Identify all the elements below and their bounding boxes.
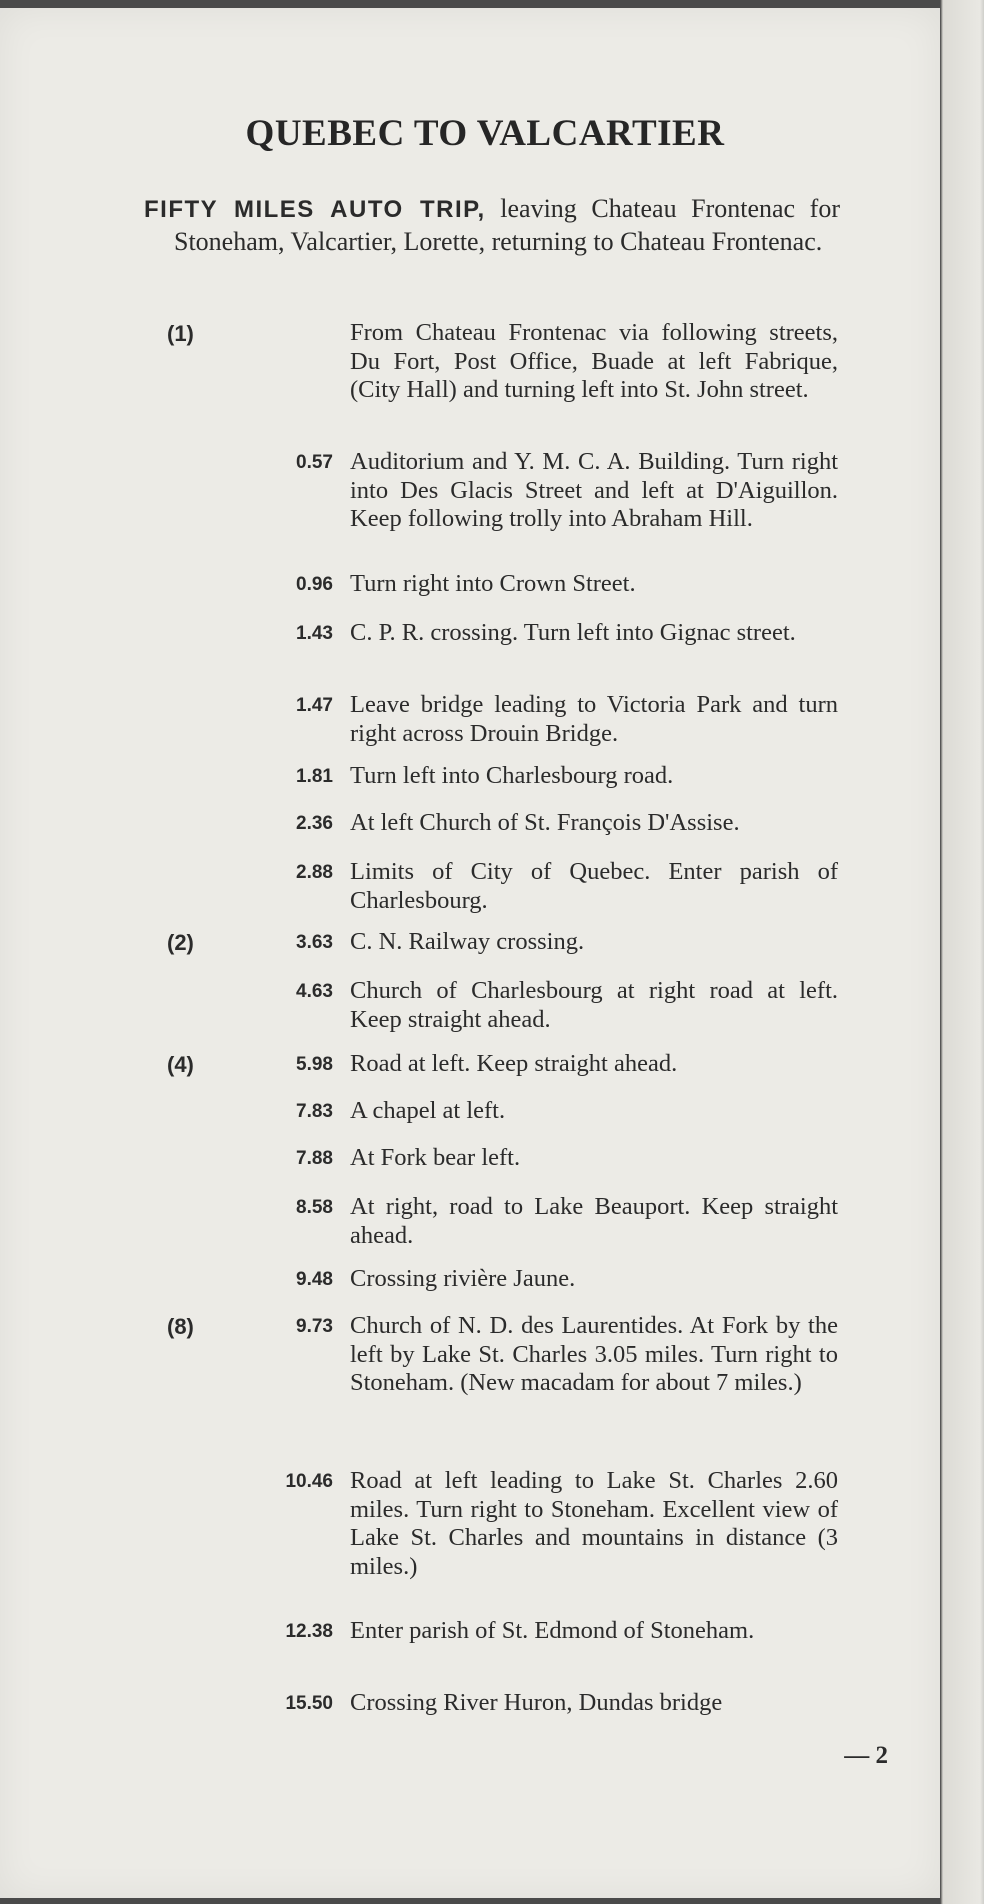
route-description: A chapel at left. xyxy=(350,1097,506,1124)
map-marker: (8) xyxy=(167,1314,194,1339)
route-description: Church of Charlesbourg at right road at left. Keep straight ahead. xyxy=(350,977,838,1033)
mileage: 3.63 xyxy=(296,932,333,953)
route-description: Crossing River Huron, Dundas bridge xyxy=(350,1689,723,1716)
intro-paragraph xyxy=(144,193,840,258)
page-number: — 2 xyxy=(844,1742,888,1769)
map-marker: (1) xyxy=(167,321,194,346)
page-edge xyxy=(940,0,984,1904)
route-description: From Chateau Frontenac via following streets, Du Fort, Post Office, Buade at left Fabrique, (City Hall) and turning left into St. John street. xyxy=(350,319,838,403)
mileage: 7.88 xyxy=(296,1148,333,1169)
route-description: Leave bridge leading to Victoria Park and turn right across Drouin Bridge. xyxy=(350,691,838,747)
route-description: Limits of City of Quebec. Enter parish of Charlesbourg. xyxy=(350,858,838,914)
mileage: 2.88 xyxy=(296,862,333,883)
route-description: Road at left leading to Lake St. Charles 2.60 miles. Turn right to Stoneham. Excellent view of Lake St. Charles and mountains in distance (3 miles.) xyxy=(350,1467,838,1580)
mileage: 10.46 xyxy=(285,1471,333,1492)
route-description: Enter parish of St. Edmond of Stoneham. xyxy=(350,1617,755,1644)
map-marker: (4) xyxy=(167,1052,194,1077)
route-description: At Fork bear left. xyxy=(350,1144,521,1171)
mileage: 0.57 xyxy=(296,452,333,473)
mileage: 4.63 xyxy=(296,981,333,1002)
mileage: 5.98 xyxy=(296,1054,333,1075)
intro-text: leaving Chateau Frontenac for Stoneham, Valcartier, Lorette, returning to Chateau Frontenac. xyxy=(174,194,840,256)
route-description: Road at left. Keep straight ahead. xyxy=(350,1050,678,1077)
mileage: 1.47 xyxy=(296,695,333,716)
route-description: Auditorium and Y. M. C. A. Building. Turn right into Des Glacis Street and left at D'Aiguillon. Keep following trolly into Abraham Hill. xyxy=(350,448,838,532)
route-description: C. N. Railway crossing. xyxy=(350,928,585,955)
map-marker: (2) xyxy=(167,930,194,955)
mileage: 15.50 xyxy=(285,1693,333,1714)
route-description: Crossing rivière Jaune. xyxy=(350,1265,576,1292)
route-description: C. P. R. crossing. Turn left into Gignac street. xyxy=(350,619,796,646)
route-description: At left Church of St. François D'Assise. xyxy=(350,809,740,836)
mileage: 2.36 xyxy=(296,813,333,834)
mileage: 8.58 xyxy=(296,1197,333,1218)
mileage: 9.48 xyxy=(296,1269,333,1290)
mileage: 0.96 xyxy=(296,574,333,595)
route-description: Turn right into Crown Street. xyxy=(350,570,636,597)
page-title: QUEBEC TO VALCARTIER xyxy=(245,113,725,154)
mileage: 1.43 xyxy=(296,623,333,644)
route-description: Turn left into Charlesbourg road. xyxy=(350,762,674,789)
route-description: At right, road to Lake Beauport. Keep straight ahead. xyxy=(350,1193,838,1249)
route-description: Church of N. D. des Laurentides. At Fork by the left by Lake St. Charles 3.05 miles. Turn right to Stoneham. (New macadam for about 7 miles.) xyxy=(350,1312,838,1396)
mileage: 12.38 xyxy=(285,1621,333,1642)
mileage: 9.73 xyxy=(296,1316,333,1337)
mileage: 7.83 xyxy=(296,1101,333,1122)
intro-lead: FIFTY MILES AUTO TRIP, xyxy=(144,196,486,223)
mileage: 1.81 xyxy=(296,766,333,787)
